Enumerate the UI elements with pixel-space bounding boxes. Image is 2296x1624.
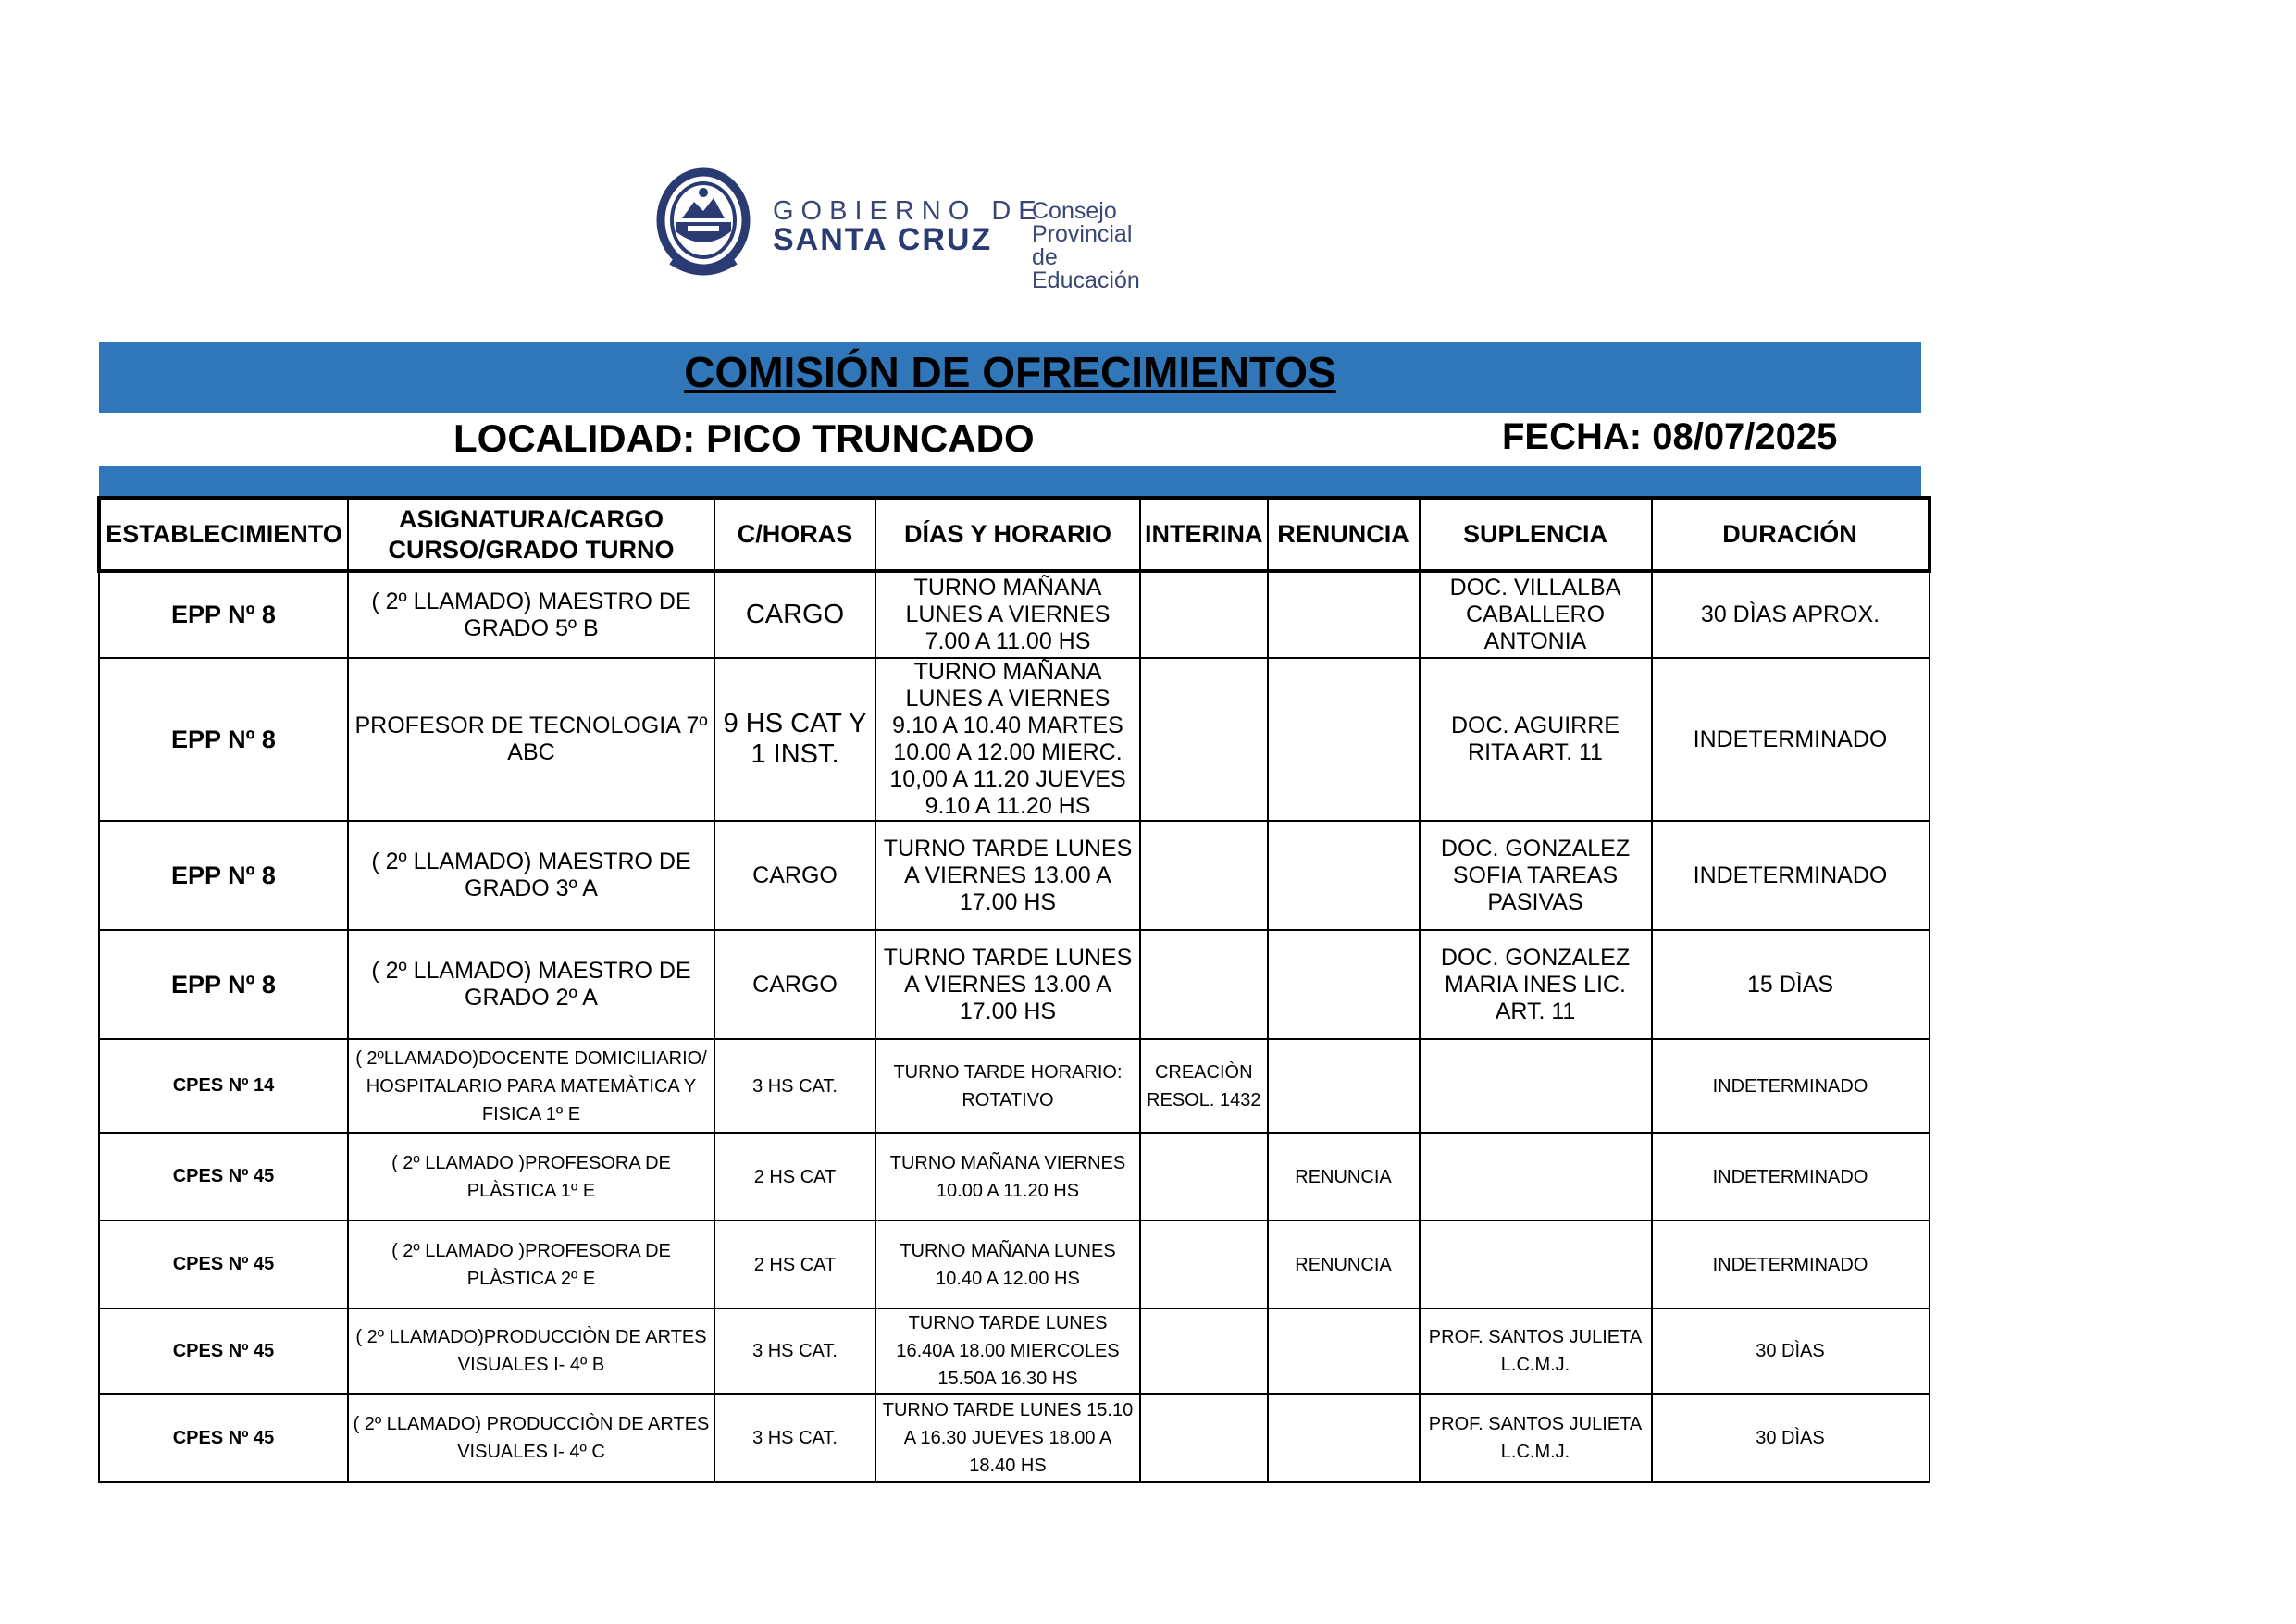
provincial-seal-icon xyxy=(652,165,754,280)
horas-cell: 3 HS CAT. xyxy=(714,1039,875,1133)
asignatura-cell: ( 2ºLLAMADO)DOCENTE DOMICILIARIO/ HOSPITALARIO PARA MATEMÀTICA Y FISICA 1º E xyxy=(348,1039,714,1133)
horas-cell: CARGO xyxy=(714,571,875,658)
horario-cell: TURNO TARDE LUNES 15.10 A 16.30 JUEVES 18.00 A 18.40 HS xyxy=(875,1394,1140,1482)
column-header: RENUNCIA xyxy=(1268,498,1420,571)
horas-cell: CARGO xyxy=(714,821,875,930)
renuncia-cell xyxy=(1268,571,1420,658)
renuncia-cell: RENUNCIA xyxy=(1268,1133,1420,1221)
duracion-cell: 15 DÌAS xyxy=(1652,930,1930,1039)
renuncia-cell xyxy=(1268,1039,1420,1133)
suplencia-cell: DOC. GONZALEZ MARIA INES LIC. ART. 11 xyxy=(1420,930,1652,1039)
interina-cell: CREACIÒN RESOL. 1432 xyxy=(1140,1039,1268,1133)
consejo-text xyxy=(1032,200,1140,292)
horario-cell: TURNO MAÑANA LUNES 10.40 A 12.00 HS xyxy=(875,1221,1140,1308)
suplencia-cell xyxy=(1420,1221,1652,1308)
table-row xyxy=(99,930,1930,1039)
suplencia-cell: DOC. AGUIRRE RITA ART. 11 xyxy=(1420,658,1652,821)
table-row xyxy=(99,1221,1930,1308)
fecha-label: FECHA: 08/07/2025 xyxy=(1502,416,1838,457)
establecimiento-cell: CPES Nº 45 xyxy=(99,1308,348,1394)
asignatura-cell: ( 2º LLAMADO )PROFESORA DE PLÀSTICA 1º E xyxy=(348,1133,714,1221)
asignatura-cell: ( 2º LLAMADO)PRODUCCIÒN DE ARTES VISUALES I- 4º B xyxy=(348,1308,714,1394)
asignatura-cell: ( 2º LLAMADO) MAESTRO DE GRADO 5º B xyxy=(348,571,714,658)
table-row xyxy=(99,1133,1930,1221)
consejo-line-1: Consejo Provincial xyxy=(1032,198,1133,247)
asignatura-cell: ( 2º LLAMADO )PROFESORA DE PLÀSTICA 2º E xyxy=(348,1221,714,1308)
establecimiento-cell: CPES Nº 14 xyxy=(99,1039,348,1133)
asignatura-cell: ( 2º LLAMADO) PRODUCCIÒN DE ARTES VISUALES I- 4º C xyxy=(348,1394,714,1482)
renuncia-cell xyxy=(1268,1308,1420,1394)
column-header: SUPLENCIA xyxy=(1420,498,1652,571)
establecimiento-cell: EPP Nº 8 xyxy=(99,571,348,658)
divider-band xyxy=(99,466,1921,496)
column-header: ASIGNATURA/CARGO CURSO/GRADO TURNO xyxy=(348,498,714,571)
renuncia-cell xyxy=(1268,1394,1420,1482)
duracion-cell: INDETERMINADO xyxy=(1652,658,1930,821)
interina-cell xyxy=(1140,821,1268,930)
duracion-cell: 30 DÌAS APROX. xyxy=(1652,571,1930,658)
table-row xyxy=(99,658,1930,821)
column-header: DÍAS Y HORARIO xyxy=(875,498,1140,571)
interina-cell xyxy=(1140,658,1268,821)
renuncia-cell xyxy=(1268,930,1420,1039)
horario-cell: TURNO MAÑANA VIERNES 10.00 A 11.20 HS xyxy=(875,1133,1140,1221)
column-header: ESTABLECIMIENTO xyxy=(99,498,348,571)
renuncia-cell xyxy=(1268,821,1420,930)
horario-cell: TURNO TARDE HORARIO: ROTATIVO xyxy=(875,1039,1140,1133)
column-header: DURACIÓN xyxy=(1652,498,1930,571)
logo-line-1: GOBIERNO DE xyxy=(773,196,1044,226)
table-row xyxy=(99,571,1930,658)
interina-cell xyxy=(1140,1308,1268,1394)
horas-cell: 2 HS CAT xyxy=(714,1221,875,1308)
suplencia-cell: DOC. VILLALBA CABALLERO ANTONIA xyxy=(1420,571,1652,658)
asignatura-cell: ( 2º LLAMADO) MAESTRO DE GRADO 3º A xyxy=(348,821,714,930)
establecimiento-cell: CPES Nº 45 xyxy=(99,1221,348,1308)
establecimiento-cell: CPES Nº 45 xyxy=(99,1133,348,1221)
column-header: C/HORAS xyxy=(714,498,875,571)
horario-cell: TURNO TARDE LUNES 16.40A 18.00 MIERCOLES 15.50A 16.30 HS xyxy=(875,1308,1140,1394)
table-row xyxy=(99,1394,1930,1482)
horario-cell: TURNO MAÑANA LUNES A VIERNES 9.10 A 10.40 MARTES 10.00 A 12.00 MIERC. 10,00 A 11.20 JUEVES 9.10 A 11.20 HS xyxy=(875,658,1140,821)
table-row xyxy=(99,1308,1930,1394)
interina-cell xyxy=(1140,1221,1268,1308)
asignatura-cell: PROFESOR DE TECNOLOGIA 7º ABC xyxy=(348,658,714,821)
renuncia-cell xyxy=(1268,658,1420,821)
suplencia-cell xyxy=(1420,1133,1652,1221)
establecimiento-cell: CPES Nº 45 xyxy=(99,1394,348,1482)
horas-cell: 2 HS CAT xyxy=(714,1133,875,1221)
interina-cell xyxy=(1140,1133,1268,1221)
interina-cell xyxy=(1140,1394,1268,1482)
establecimiento-cell: EPP Nº 8 xyxy=(99,821,348,930)
duracion-cell: INDETERMINADO xyxy=(1652,1221,1930,1308)
column-header: INTERINA xyxy=(1140,498,1268,571)
duracion-cell: 30 DÌAS xyxy=(1652,1394,1930,1482)
duracion-cell: INDETERMINADO xyxy=(1652,821,1930,930)
renuncia-cell: RENUNCIA xyxy=(1268,1221,1420,1308)
interina-cell xyxy=(1140,930,1268,1039)
suplencia-cell: PROF. SANTOS JULIETA L.C.M.J. xyxy=(1420,1394,1652,1482)
horario-cell: TURNO TARDE LUNES A VIERNES 13.00 A 17.00 HS xyxy=(875,930,1140,1039)
establecimiento-cell: EPP Nº 8 xyxy=(99,658,348,821)
table-header-row xyxy=(99,498,1930,571)
horas-cell: 3 HS CAT. xyxy=(714,1394,875,1482)
suplencia-cell: PROF. SANTOS JULIETA L.C.M.J. xyxy=(1420,1308,1652,1394)
horas-cell: CARGO xyxy=(714,930,875,1039)
suplencia-cell xyxy=(1420,1039,1652,1133)
suplencia-cell: DOC. GONZALEZ SOFIA TAREAS PASIVAS xyxy=(1420,821,1652,930)
localidad-label: LOCALIDAD: PICO TRUNCADO xyxy=(453,416,1035,460)
duracion-cell: INDETERMINADO xyxy=(1652,1133,1930,1221)
page-title: COMISIÓN DE OFRECIMIENTOS xyxy=(684,348,1336,396)
table-row xyxy=(99,821,1930,930)
duracion-cell: INDETERMINADO xyxy=(1652,1039,1930,1133)
offers-table xyxy=(97,496,1931,1483)
horario-cell: TURNO TARDE LUNES A VIERNES 13.00 A 17.00 HS xyxy=(875,821,1140,930)
horario-cell: TURNO MAÑANA LUNES A VIERNES 7.00 A 11.00 HS xyxy=(875,571,1140,658)
interina-cell xyxy=(1140,571,1268,658)
horas-cell: 3 HS CAT. xyxy=(714,1308,875,1394)
duracion-cell: 30 DÌAS xyxy=(1652,1308,1930,1394)
horas-cell: 9 HS CAT Y 1 INST. xyxy=(714,658,875,821)
asignatura-cell: ( 2º LLAMADO) MAESTRO DE GRADO 2º A xyxy=(348,930,714,1039)
logo-line-2: SANTA CRUZ xyxy=(773,222,993,257)
table-row xyxy=(99,1039,1930,1133)
consejo-line-2: de Educación xyxy=(1032,244,1140,293)
establecimiento-cell: EPP Nº 8 xyxy=(99,930,348,1039)
